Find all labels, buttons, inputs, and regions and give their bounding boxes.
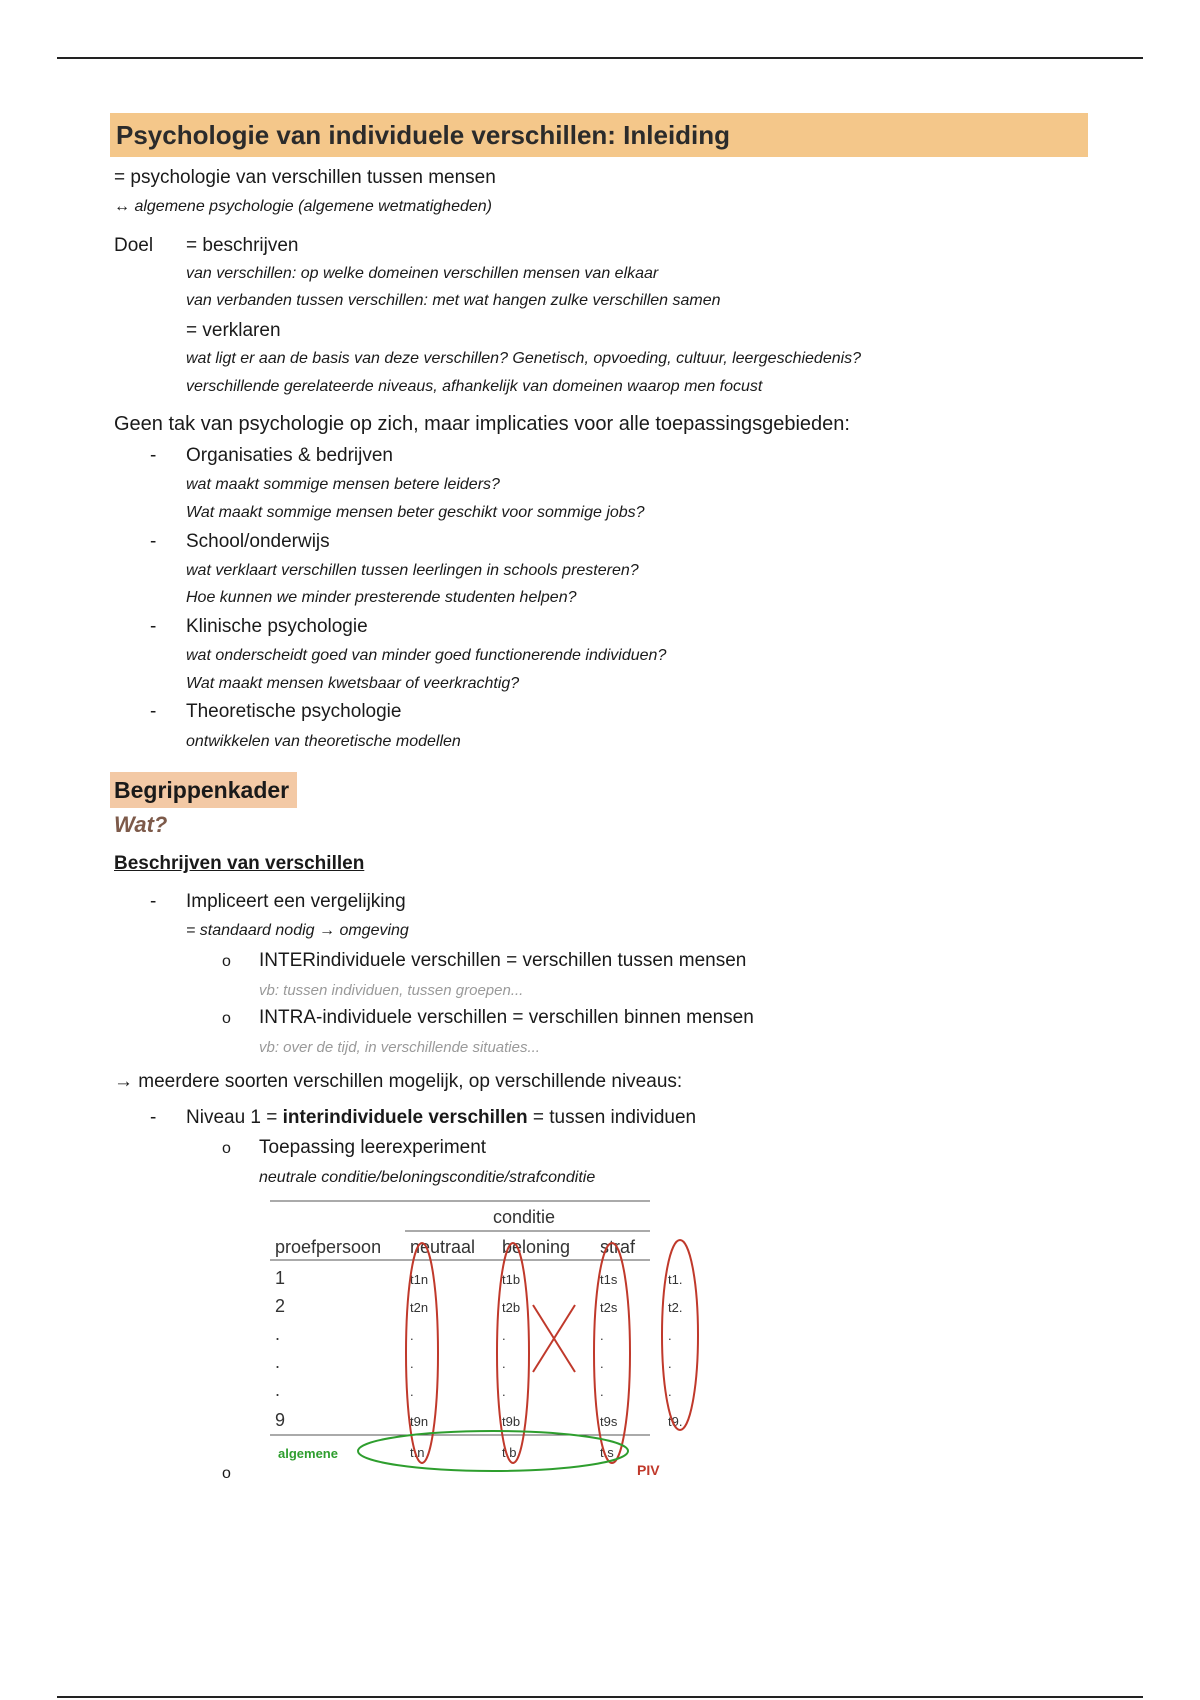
- cell-straf: t2s: [600, 1300, 618, 1315]
- inter-text: INTERindividuele verschillen = verschillen tussen mensen: [259, 950, 747, 971]
- niveau-bold: interindividuele verschillen: [282, 1107, 528, 1128]
- cell-neutraal: t9n: [410, 1414, 429, 1429]
- section-heading: Begrippenkader: [110, 772, 297, 808]
- condities-text: neutrale conditie/beloningsconditie/strafconditie: [259, 1169, 596, 1186]
- cell-neutraal: .: [410, 1384, 414, 1399]
- cell-row-mean: .: [668, 1328, 672, 1343]
- cell-row-mean: t2.: [668, 1300, 683, 1315]
- label-piv: PIV: [637, 1462, 660, 1478]
- row-label: 9: [275, 1410, 286, 1430]
- col-beloning: beloning: [502, 1237, 571, 1257]
- bottom-rule: [57, 1696, 1143, 1698]
- definition-text: = psychologie van verschillen tussen mensen: [114, 167, 496, 188]
- experiment-table-figure: [260, 1190, 700, 1480]
- doel-beschrijven-2: van verbanden tussen verschillen: met wat hangen zulke verschillen samen: [186, 292, 721, 309]
- niveau-prefix: Niveau 1 =: [186, 1107, 283, 1128]
- row-label: .: [275, 1324, 281, 1344]
- row-label: .: [275, 1380, 281, 1400]
- col-person: proefpersoon: [275, 1237, 382, 1257]
- list-item: Klinische psychologie: [186, 616, 368, 637]
- doel-label: Doel: [114, 235, 154, 256]
- doel-beschrijven: = beschrijven: [186, 235, 299, 256]
- list-item-sub: ontwikkelen van theoretische modellen: [186, 733, 461, 750]
- doel-verklaren-2: verschillende gerelateerde niveaus, afhankelijk van domeinen waarop men focust: [186, 378, 763, 395]
- page-title: Psychologie van individuele verschillen: Inleiding: [110, 113, 1088, 157]
- list-item: School/onderwijs: [186, 531, 330, 552]
- list-dash: -: [150, 445, 157, 466]
- doel-verklaren: = verklaren: [186, 320, 281, 341]
- circle-bullet: o: [222, 953, 231, 970]
- doel-verklaren-1: wat ligt er aan de basis van deze verschillen? Genetisch, opvoeding, cultuur, leergeschiedenis?: [186, 350, 862, 367]
- cell-straf: .: [600, 1356, 604, 1371]
- standaard-text: = standaard nodig → omgeving: [186, 922, 409, 939]
- cell-straf: t1s: [600, 1272, 618, 1287]
- cell-straf: .: [600, 1328, 604, 1343]
- cell-straf: t9s: [600, 1414, 618, 1429]
- list-dash: -: [150, 891, 157, 912]
- total-n: t.n: [410, 1445, 425, 1460]
- intra-example: vb: over de tijd, in verschillende situaties...: [259, 1039, 540, 1056]
- cell-beloning: t1b: [502, 1272, 521, 1287]
- cell-row-mean: .: [668, 1384, 672, 1399]
- total-s: t.s: [600, 1445, 614, 1460]
- cell-neutraal: .: [410, 1356, 414, 1371]
- vergelijking-text: Impliceert een vergelijking: [186, 891, 406, 912]
- row-label: 1: [275, 1268, 286, 1288]
- circle-bullet: o: [222, 1465, 231, 1482]
- list-item-sub: wat verklaart verschillen tussen leerlingen in schools presteren?: [186, 562, 639, 579]
- list-item-sub: Wat maakt sommige mensen beter geschikt voor sommige jobs?: [186, 504, 645, 521]
- toepassing-intro: Geen tak van psychologie op zich, maar implicaties voor alle toepassingsgebieden:: [114, 413, 850, 435]
- col-neutraal: neutraal: [410, 1237, 476, 1257]
- intra-text: INTRA-individuele verschillen = verschillen binnen mensen: [259, 1007, 754, 1028]
- niveau-text: [186, 1107, 696, 1129]
- leerexperiment-text: Toepassing leerexperiment: [259, 1137, 487, 1158]
- subsection-heading: Wat?: [114, 812, 168, 837]
- cell-straf: .: [600, 1384, 604, 1399]
- row-label: 2: [275, 1296, 286, 1316]
- col-straf: straf: [600, 1237, 636, 1257]
- label-algemene: algemene: [278, 1446, 338, 1461]
- cell-beloning: .: [502, 1328, 506, 1343]
- list-item: Theoretische psychologie: [186, 701, 402, 722]
- cell-row-mean: t1.: [668, 1272, 683, 1287]
- cell-neutraal: .: [410, 1328, 414, 1343]
- niveau-suffix: = tussen individuen: [527, 1107, 697, 1128]
- meerdere-text: → meerdere soorten verschillen mogelijk, op verschillende niveaus:: [114, 1071, 683, 1092]
- circle-bullet: o: [222, 1140, 231, 1157]
- doel-beschrijven-1: van verschillen: op welke domeinen verschillen mensen van elkaar: [186, 265, 659, 282]
- list-item: Organisaties & bedrijven: [186, 445, 393, 466]
- list-dash: -: [150, 616, 157, 637]
- topic-heading: Beschrijven van verschillen: [114, 853, 365, 874]
- cell-beloning: .: [502, 1356, 506, 1371]
- cell-neutraal: t2n: [410, 1300, 429, 1315]
- top-rule: [57, 57, 1143, 59]
- inter-example: vb: tussen individuen, tussen groepen...: [259, 982, 524, 999]
- list-item-sub: wat maakt sommige mensen betere leiders?: [186, 476, 500, 493]
- cell-neutraal: t1n: [410, 1272, 429, 1287]
- cell-beloning: t2b: [502, 1300, 521, 1315]
- group-header: conditie: [493, 1207, 556, 1227]
- list-dash: -: [150, 531, 157, 552]
- cell-beloning: .: [502, 1384, 506, 1399]
- ellipse-totals: [358, 1431, 628, 1471]
- list-item-sub: Wat maakt mensen kwetsbaar of veerkrachtig?: [186, 675, 520, 692]
- row-label: .: [275, 1352, 281, 1372]
- cell-row-mean: t9.: [668, 1414, 683, 1429]
- list-dash: -: [150, 701, 157, 722]
- cell-beloning: t9b: [502, 1414, 521, 1429]
- contrast-text: ↔ algemene psychologie (algemene wetmatigheden): [114, 198, 492, 215]
- cell-row-mean: .: [668, 1356, 672, 1371]
- list-item-sub: Hoe kunnen we minder presterende studenten helpen?: [186, 589, 577, 606]
- list-item-sub: wat onderscheidt goed van minder goed functionerende individuen?: [186, 647, 667, 664]
- circle-bullet: o: [222, 1010, 231, 1027]
- list-dash: -: [150, 1107, 157, 1128]
- total-b: t.b: [502, 1445, 517, 1460]
